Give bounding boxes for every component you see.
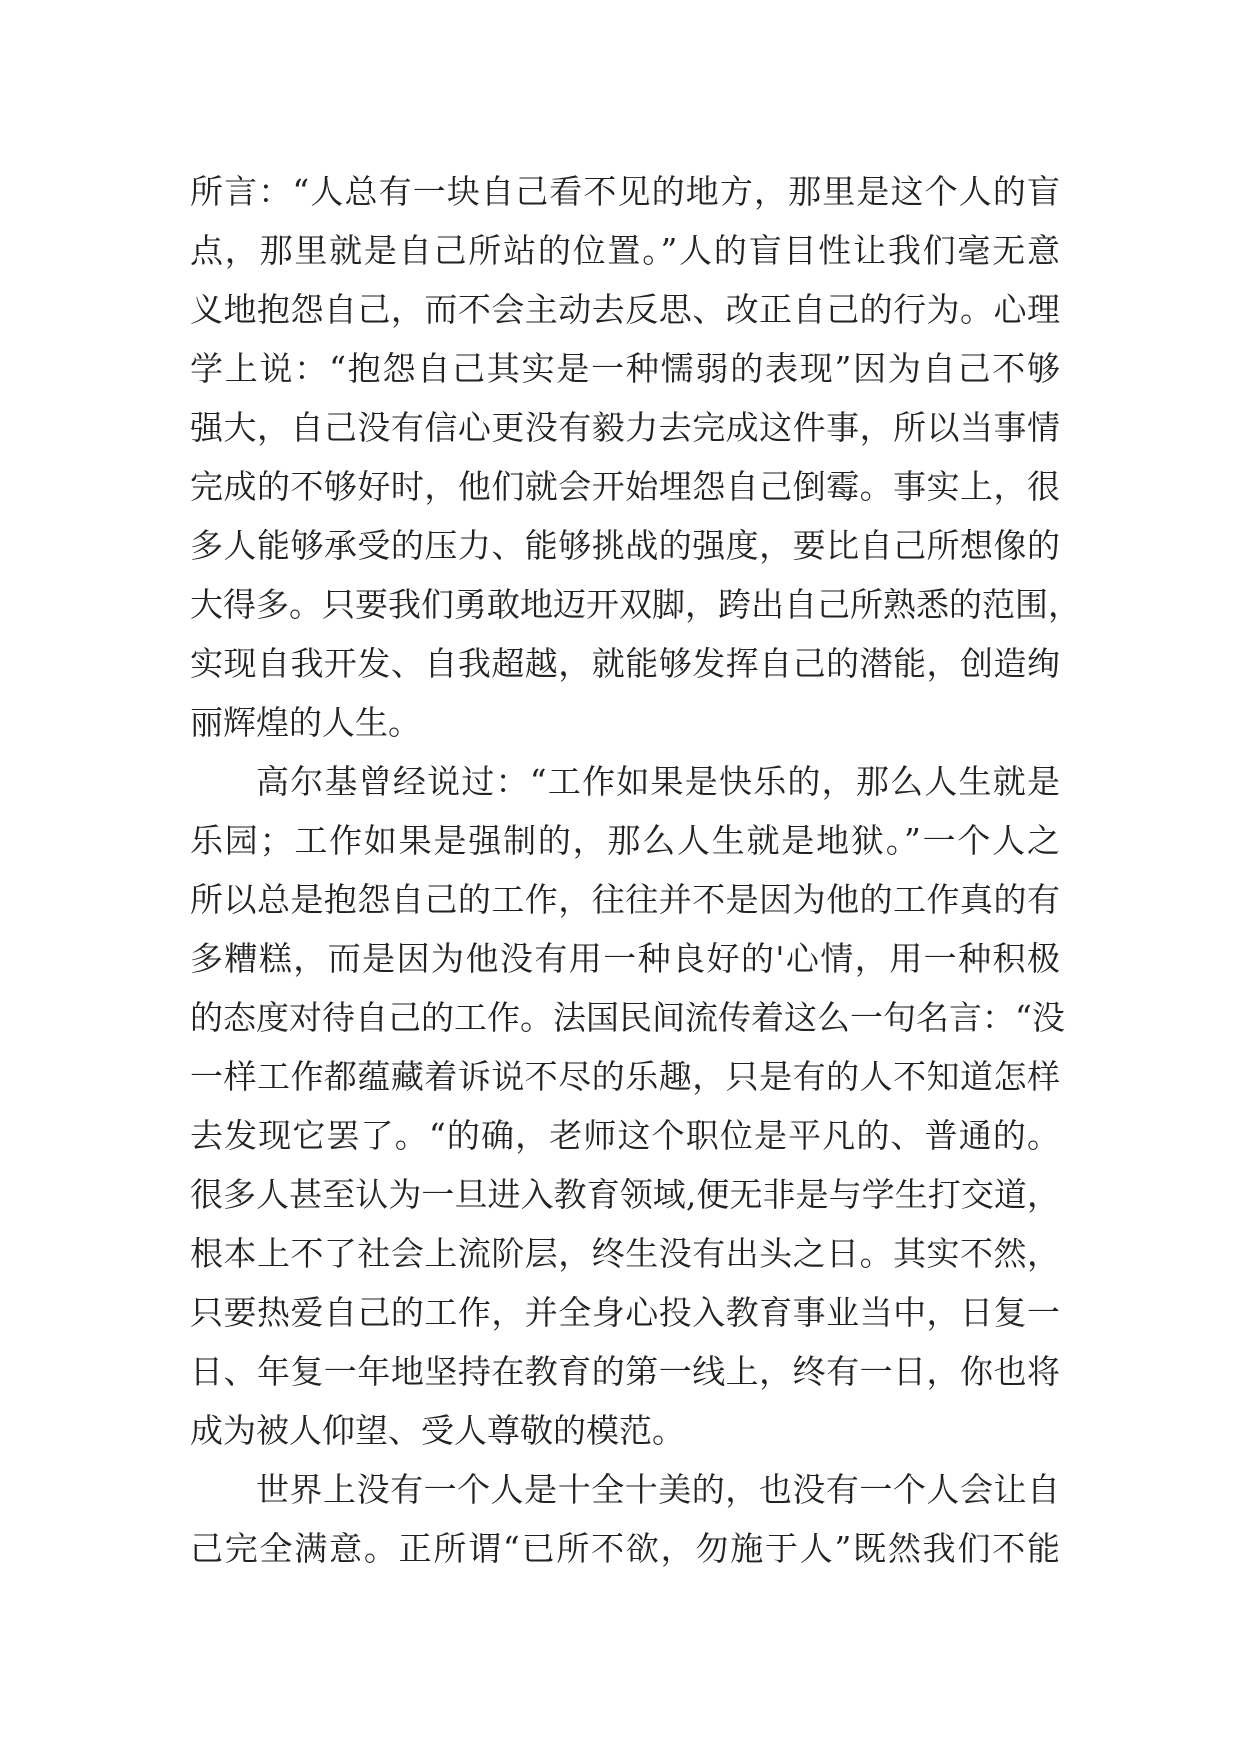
paragraph — [190, 1460, 1060, 1578]
text-line: 世界上没有一个人是十全十美的，也没有一个人会让自 — [256, 1470, 1060, 1509]
text-line: 点，那里就是自己所站的位置。”人的盲目性让我们毫无意 — [190, 231, 1060, 270]
text-line: 成为被人仰望、受人尊敬的模范。 — [190, 1411, 685, 1450]
text-line: 高尔基曾经说过：“工作如果是快乐的，那么人生就是 — [256, 762, 1060, 801]
text-line: 完成的不够好时，他们就会开始埋怨自己倒霉。事实上，很 — [190, 467, 1060, 506]
text-line: 一样工作都蕴藏着诉说不尽的乐趣，只是有的人不知道怎样 — [190, 1057, 1060, 1096]
text-line: 多糟糕，而是因为他没有用一种良好的'心情，用一种积极 — [190, 939, 1060, 978]
paragraph — [190, 162, 1081, 752]
paragraph — [190, 752, 1065, 1460]
body-text — [190, 162, 1081, 1578]
text-line: 很多人甚至认为一旦进入教育领域,便无非是与学生打交道， — [190, 1175, 1060, 1214]
text-line: 学上说：“抱怨自己其实是一种懦弱的表现”因为自己不够 — [190, 349, 1060, 388]
text-line: 强大，自己没有信心更没有毅力去完成这件事，所以当事情 — [190, 408, 1060, 447]
text-line: 丽辉煌的人生。 — [190, 703, 421, 742]
text-line: 只要热爱自己的工作，并全身心投入教育事业当中，日复一 — [190, 1293, 1060, 1332]
text-line: 乐园；工作如果是强制的，那么人生就是地狱。”一个人之 — [190, 821, 1060, 860]
text-line: 己完全满意。正所谓“已所不欲，勿施于人”既然我们不能 — [190, 1529, 1060, 1568]
text-line: 大得多。只要我们勇敢地迈开双脚，跨出自己所熟悉的范围， — [190, 585, 1081, 624]
text-line: 多人能够承受的压力、能够挑战的强度，要比自己所想像的 — [190, 526, 1060, 565]
text-line: 去发现它罢了。“的确，老师这个职位是平凡的、普通的。 — [190, 1116, 1060, 1155]
text-line: 所以总是抱怨自己的工作，往往并不是因为他的工作真的有 — [190, 880, 1060, 919]
text-line: 所言：“人总有一块自己看不见的地方，那里是这个人的盲 — [190, 172, 1060, 211]
text-line: 的态度对待自己的工作。法国民间流传着这么一句名言：“没 — [190, 998, 1065, 1037]
text-line: 日、年复一年地坚持在教育的第一线上，终有一日，你也将 — [190, 1352, 1060, 1391]
text-line: 根本上不了社会上流阶层，终生没有出头之日。其实不然， — [190, 1234, 1060, 1273]
text-line: 实现自我开发、自我超越，就能够发挥自己的潜能，创造绚 — [190, 644, 1060, 683]
text-line: 义地抱怨自己，而不会主动去反思、改正自己的行为。心理 — [190, 290, 1060, 329]
